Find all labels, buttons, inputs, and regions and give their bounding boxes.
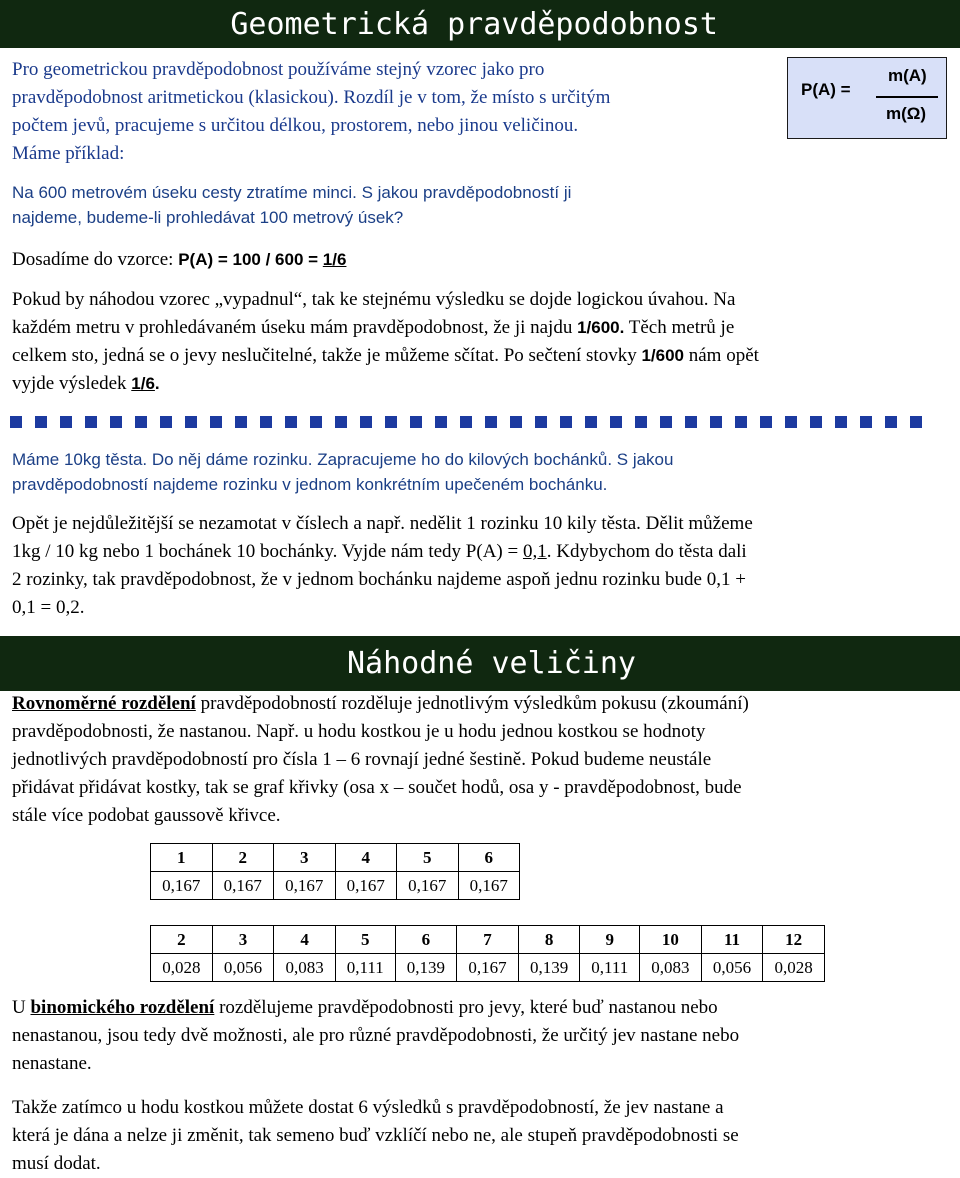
table-cell: 0,056 [701,954,763,982]
example1-paragraph: Na 600 metrovém úseku cesty ztratíme minci. S jakou pravděpodobností ji najdeme, budeme-li prohledávat 100 metrový úsek? [12,183,572,227]
separator-dot [410,416,422,428]
separator-dot [360,416,372,428]
table-cell: 0,167 [457,954,519,982]
separator-dot [385,416,397,428]
table-cell: 9 [580,926,640,954]
separator-dot [435,416,447,428]
separator-dot [35,416,47,428]
separator-dot [210,416,222,428]
table-cell: 3 [212,926,274,954]
table-cell: 0,111 [580,954,640,982]
separator-dot [235,416,247,428]
separator-dot [885,416,897,428]
separator-dot [460,416,472,428]
separator-dot [710,416,722,428]
separator-dot [260,416,272,428]
binomial-paragraph: U binomického rozdělení rozdělujeme pravděpodobnosti pro jevy, které buď nastanou nebo nenastanou, jsou tedy dvě možnosti, ale pro různé pravděpodobnosti, že určitý jev nastane nebo nenastane. [12,997,740,1074]
separator-dot [535,416,547,428]
table-cell: 0,167 [397,872,459,900]
table-cell: 2 [212,844,274,872]
table-cell: 0,028 [763,954,825,982]
separator-dot [110,416,122,428]
table-cell: 6 [458,844,520,872]
separator-dot [485,416,497,428]
table-cell: 6 [395,926,457,954]
intro-paragraph: Pro geometrickou pravděpodobnost používáme stejný vzorec jako pro pravděpodobnost aritmetickou (klasickou). Rozdíl je v tom, že místo s určitým počtem jevů, pracujeme s určitou délkou, prostorem, nebo jinou veličinou. Máme příklad: [12,59,611,164]
table-cell: 4 [335,844,397,872]
logic-paragraph: Pokud by náhodou vzorec „vypadnul“, tak ke stejnému výsledku se dojde logickou úvahou. Na každém metru v prohledávaném úseku mám pravděpodobnost, že ji najdu 1/600. Těch metrů je celkem sto, jedná se o jevy neslučitelné, takže je můžeme sčítat. Po sečtení stovky 1/600 nám opět vyjde výsledek 1/6. [12,289,759,394]
binomial-term: binomického rozdělení [30,997,215,1018]
separator-dot [610,416,622,428]
separator-dot [910,416,922,428]
separator-dot [60,416,72,428]
separator-dot [860,416,872,428]
single-die-table [150,843,520,900]
title-banner-random-variables [0,636,960,691]
table-cell: 0,167 [151,872,213,900]
table-cell: 4 [274,926,336,954]
separator-dot [685,416,697,428]
table-header-row [151,926,825,954]
separator-dot [310,416,322,428]
separator-dot [285,416,297,428]
formula-numerator: m(A) [888,66,927,85]
table-cell: 2 [151,926,213,954]
separator-dot [810,416,822,428]
table-cell: 8 [518,926,580,954]
substitution-result: 1/6 [322,250,347,269]
table-cell: 5 [397,844,459,872]
separator-dot [160,416,172,428]
separator-dot [560,416,572,428]
table-cell: 0,111 [335,954,395,982]
example2-paragraph: Máme 10kg těsta. Do něj dáme rozinku. Zapracujeme ho do kilových bochánků. S jakou pravděpodobností najdeme rozinku v jednom konkrétním upečeném bochánku. [12,450,674,494]
separator-dot [335,416,347,428]
two-dice-table [150,925,825,982]
separator-dot [760,416,772,428]
separator-dot [835,416,847,428]
uniform-term: Rovnoměrné rozdělení [12,693,196,714]
table-values-row [151,872,520,900]
separator-dot [735,416,747,428]
separator-dot [635,416,647,428]
table-cell: 0,167 [274,872,336,900]
table-cell: 10 [640,926,702,954]
table-cell: 0,167 [335,872,397,900]
separator-dot [785,416,797,428]
table-cell: 5 [335,926,395,954]
separator-dot [510,416,522,428]
table-cell: 7 [457,926,519,954]
table-cell: 3 [274,844,336,872]
table-cell: 1 [151,844,213,872]
title-banner-geometric [0,0,960,48]
solution2-paragraph: Opět je nejdůležitější se nezamotat v číslech a např. nedělit 1 rozinku 10 kily těsta. Dělit můžeme 1kg / 10 kg nebo 1 bochánek 10 bochánky. Vyjde nám tedy P(A) = 0,1. Kdybychom do těsta dali 2 rozinky, tak pravděpodobnost, že v jednom bochánku najdeme aspoň jednu rozinku bude 0,1 + 0,1 = 0,2. [12,513,753,618]
table-cell: 0,028 [151,954,213,982]
table-header-row [151,844,520,872]
table-cell: 11 [701,926,763,954]
fraction-line [876,96,938,98]
closing-paragraph: Takže zatímco u hodu kostkou můžete dostat 6 výsledků s pravděpodobností, že jev nastane a která je dána a nelze ji změnit, tak semeno buď vzklíčí nebo ne, ale stupeň pravděpodobnosti se musí dodat. [12,1097,739,1174]
table-cell: 0,056 [212,954,274,982]
table-cell: 12 [763,926,825,954]
page-title: Geometrická pravděpodobnost [230,6,718,42]
section-title: Náhodné veličiny [347,646,636,681]
table-cell: 0,139 [395,954,457,982]
table-cell: 0,083 [640,954,702,982]
separator-dot [585,416,597,428]
separator-dot [135,416,147,428]
table-cell: 0,167 [458,872,520,900]
separator-dot [660,416,672,428]
separator-dot [10,416,22,428]
uniform-paragraph: Rovnoměrné rozdělení pravděpodobností rozděluje jednotlivým výsledkům pokusu (zkoumání) pravděpodobnosti, že nastanou. Např. u hodu kostkou je u hodu jednou kostkou se hodnoty jednotlivých pravděpodobností pro čísla 1 – 6 rovnají jedné šestině. Pokud budeme neustále přidávat přidávat kostky, tak se graf křivky (osa x – součet hodů, osa y - pravděpodobnost, bude stále více podobat gaussově křivce. [12,693,749,826]
separator-dot [85,416,97,428]
separator-dot [185,416,197,428]
table-values-row [151,954,825,982]
formula-lhs: P(A) = [801,80,851,99]
table-cell: 0,167 [212,872,274,900]
substitution-line: Dosadíme do vzorce: P(A) = 100 / 600 = 1/6 [12,249,347,270]
table-cell: 0,083 [274,954,336,982]
dotted-separator [10,416,930,428]
table-cell: 0,139 [518,954,580,982]
formula-denominator: m(Ω) [886,104,927,123]
formula-box [787,57,947,139]
